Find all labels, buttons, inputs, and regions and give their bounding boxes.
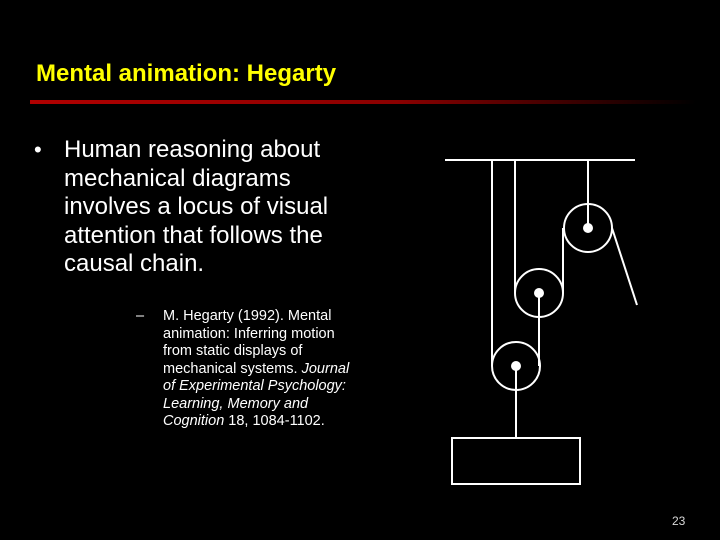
citation-line-4-text: mechanical systems. xyxy=(163,360,302,377)
citation-line-4 xyxy=(163,361,393,379)
citation-line-6 xyxy=(163,396,393,414)
subbullet-marker: – xyxy=(136,308,145,324)
citation-line-2: animation: Inferring motion xyxy=(163,325,335,342)
citation-line-3: from static displays of xyxy=(163,343,303,359)
citation-text xyxy=(163,308,393,431)
bottom-pulley-axle xyxy=(511,361,521,371)
bullet-line-4: attention that follows the xyxy=(64,221,323,249)
bullet-line-5: causal chain. xyxy=(64,250,205,277)
journal-name-part-3: Cognition xyxy=(163,413,225,429)
bullet-line-1: Human reasoning about xyxy=(64,136,321,163)
bullet-line-3: involves a locus of visual xyxy=(64,193,329,220)
citation-volume-pages: 18, 1084-1102. xyxy=(224,413,325,429)
pulley-diagram xyxy=(440,150,640,490)
citation-line-5 xyxy=(163,378,393,396)
middle-pulley-axle xyxy=(534,288,544,298)
slide-title: Mental animation: Hegarty xyxy=(36,60,337,87)
page-number: 23 xyxy=(672,514,686,528)
fixed-pulley-axle xyxy=(583,223,593,233)
bullet-line-2: mechanical diagrams xyxy=(64,164,291,192)
journal-name-part: of Experimental Psychology: xyxy=(163,378,346,394)
journal-name-part-2: Learning, Memory and xyxy=(163,395,309,412)
title-underline xyxy=(30,100,696,104)
free-rope-end xyxy=(612,228,637,305)
citation-line-7 xyxy=(163,413,393,431)
bullet-marker: • xyxy=(34,137,42,162)
load-box xyxy=(452,438,580,484)
citation-line-1: M. Hegarty (1992). Mental xyxy=(163,308,332,324)
journal-word: Journal xyxy=(301,360,350,377)
bullet-text xyxy=(64,136,384,279)
